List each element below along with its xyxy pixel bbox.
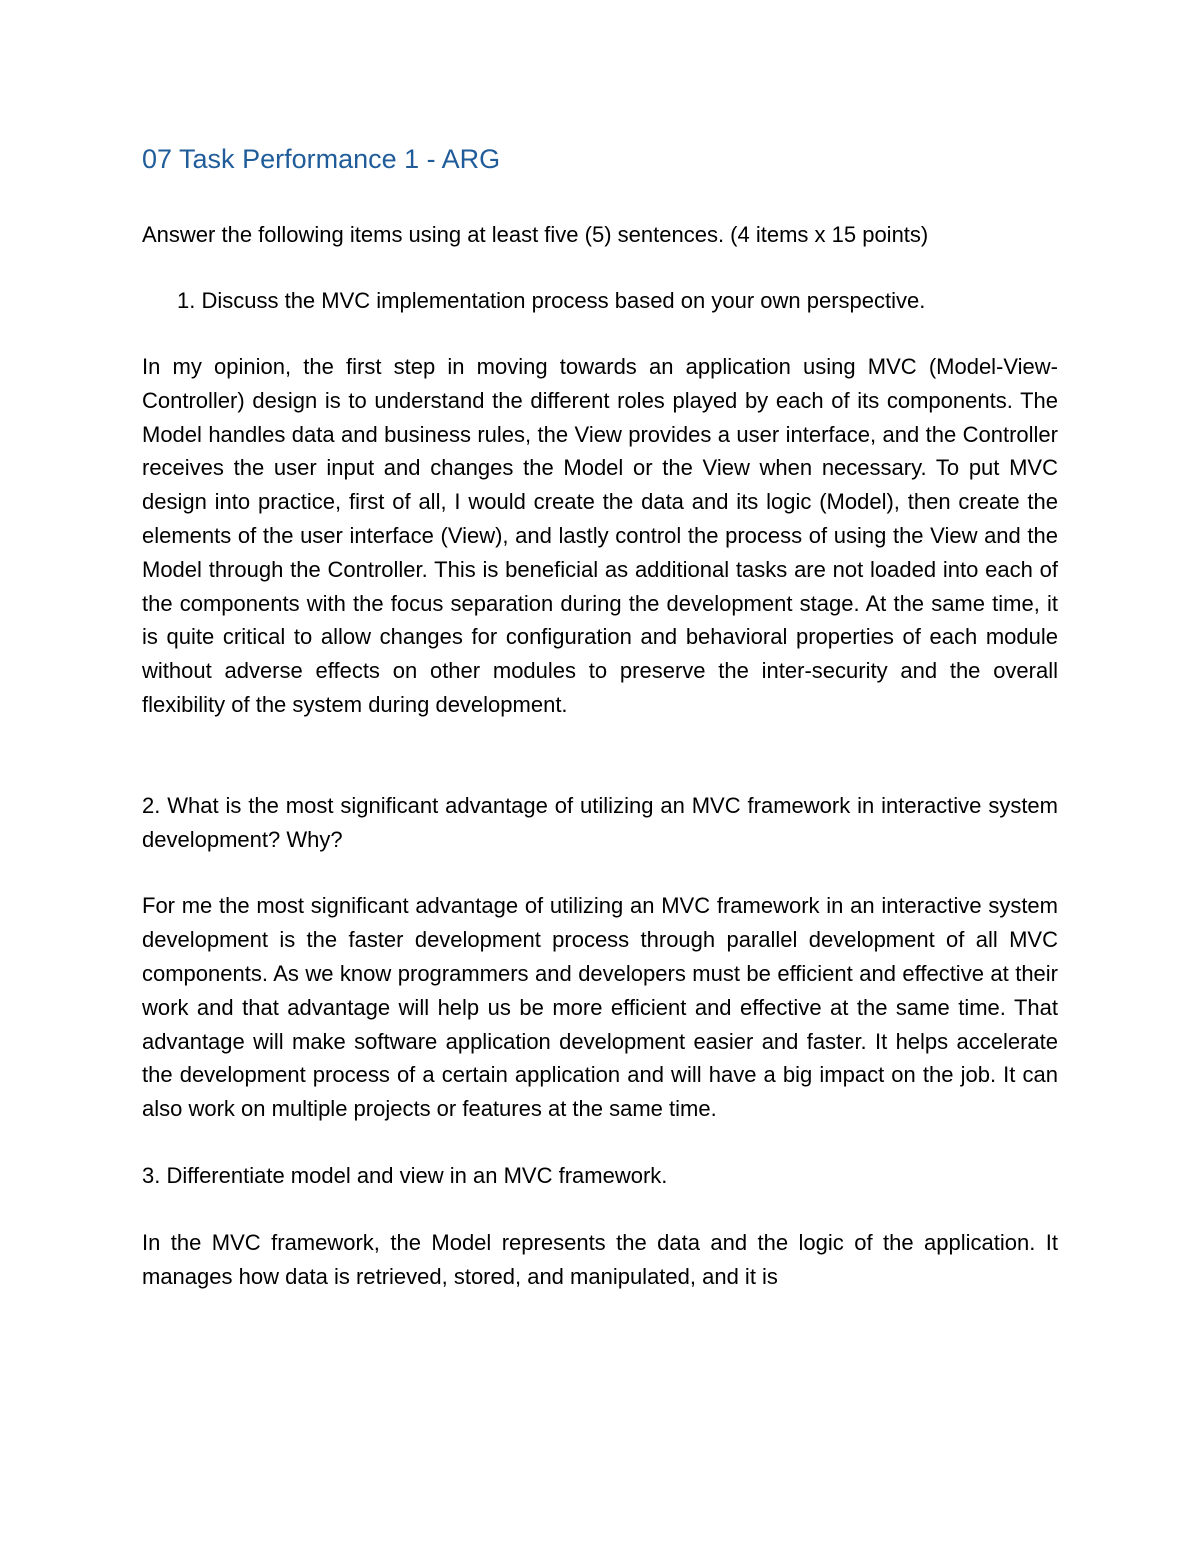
document-page <box>142 140 1058 1294</box>
question-3: 3. Differentiate model and view in an MVC framework. <box>142 1162 668 1188</box>
answer-1: In my opinion, the first step in moving towards an application using MVC (Model-View-Controller) design is to understand the different roles played by each of its components. The Model handles data and business rules, the View provides a user interface, and the Controller receives the user input and changes the Model or the View when necessary. To put MVC design into practice, first of all, I would create the data and its logic (Model), then create the elements of the user interface (View), and lastly control the process of using the View and the Model through the Controller. This is beneficial as additional tasks are not loaded into each of the components with the focus separation during the development stage. At the same time, it is quite critical to allow changes for configuration and behavioral properties of each module without adverse effects on other modules to preserve the inter-security and the overall flexibility of the system during development. <box>142 354 1058 717</box>
answer-3: In the MVC framework, the Model represents the data and the logic of the application. It manages how data is retrieved, stored, and manipulated, and it is <box>142 1229 1058 1289</box>
question-2: 2. What is the most significant advantage of utilizing an MVC framework in interactive system development? Why? <box>142 792 1058 852</box>
answer-2: For me the most significant advantage of utilizing an MVC framework in an interactive system development is the faster development process through parallel development of all MVC components. As we know programmers and developers must be efficient and effective at their work and that advantage will help us be more efficient and effective at the same time. That advantage will make software application development easier and faster. It helps accelerate the development process of a certain application and will have a big impact on the job. It can also work on multiple projects or features at the same time. <box>142 893 1058 1122</box>
instructions-text: Answer the following items using at least five (5) sentences. (4 items x 15 points) <box>142 222 929 247</box>
question-1: 1. Discuss the MVC implementation process based on your own perspective. <box>177 288 926 313</box>
document-title: 07 Task Performance 1 - ARG <box>142 144 501 174</box>
